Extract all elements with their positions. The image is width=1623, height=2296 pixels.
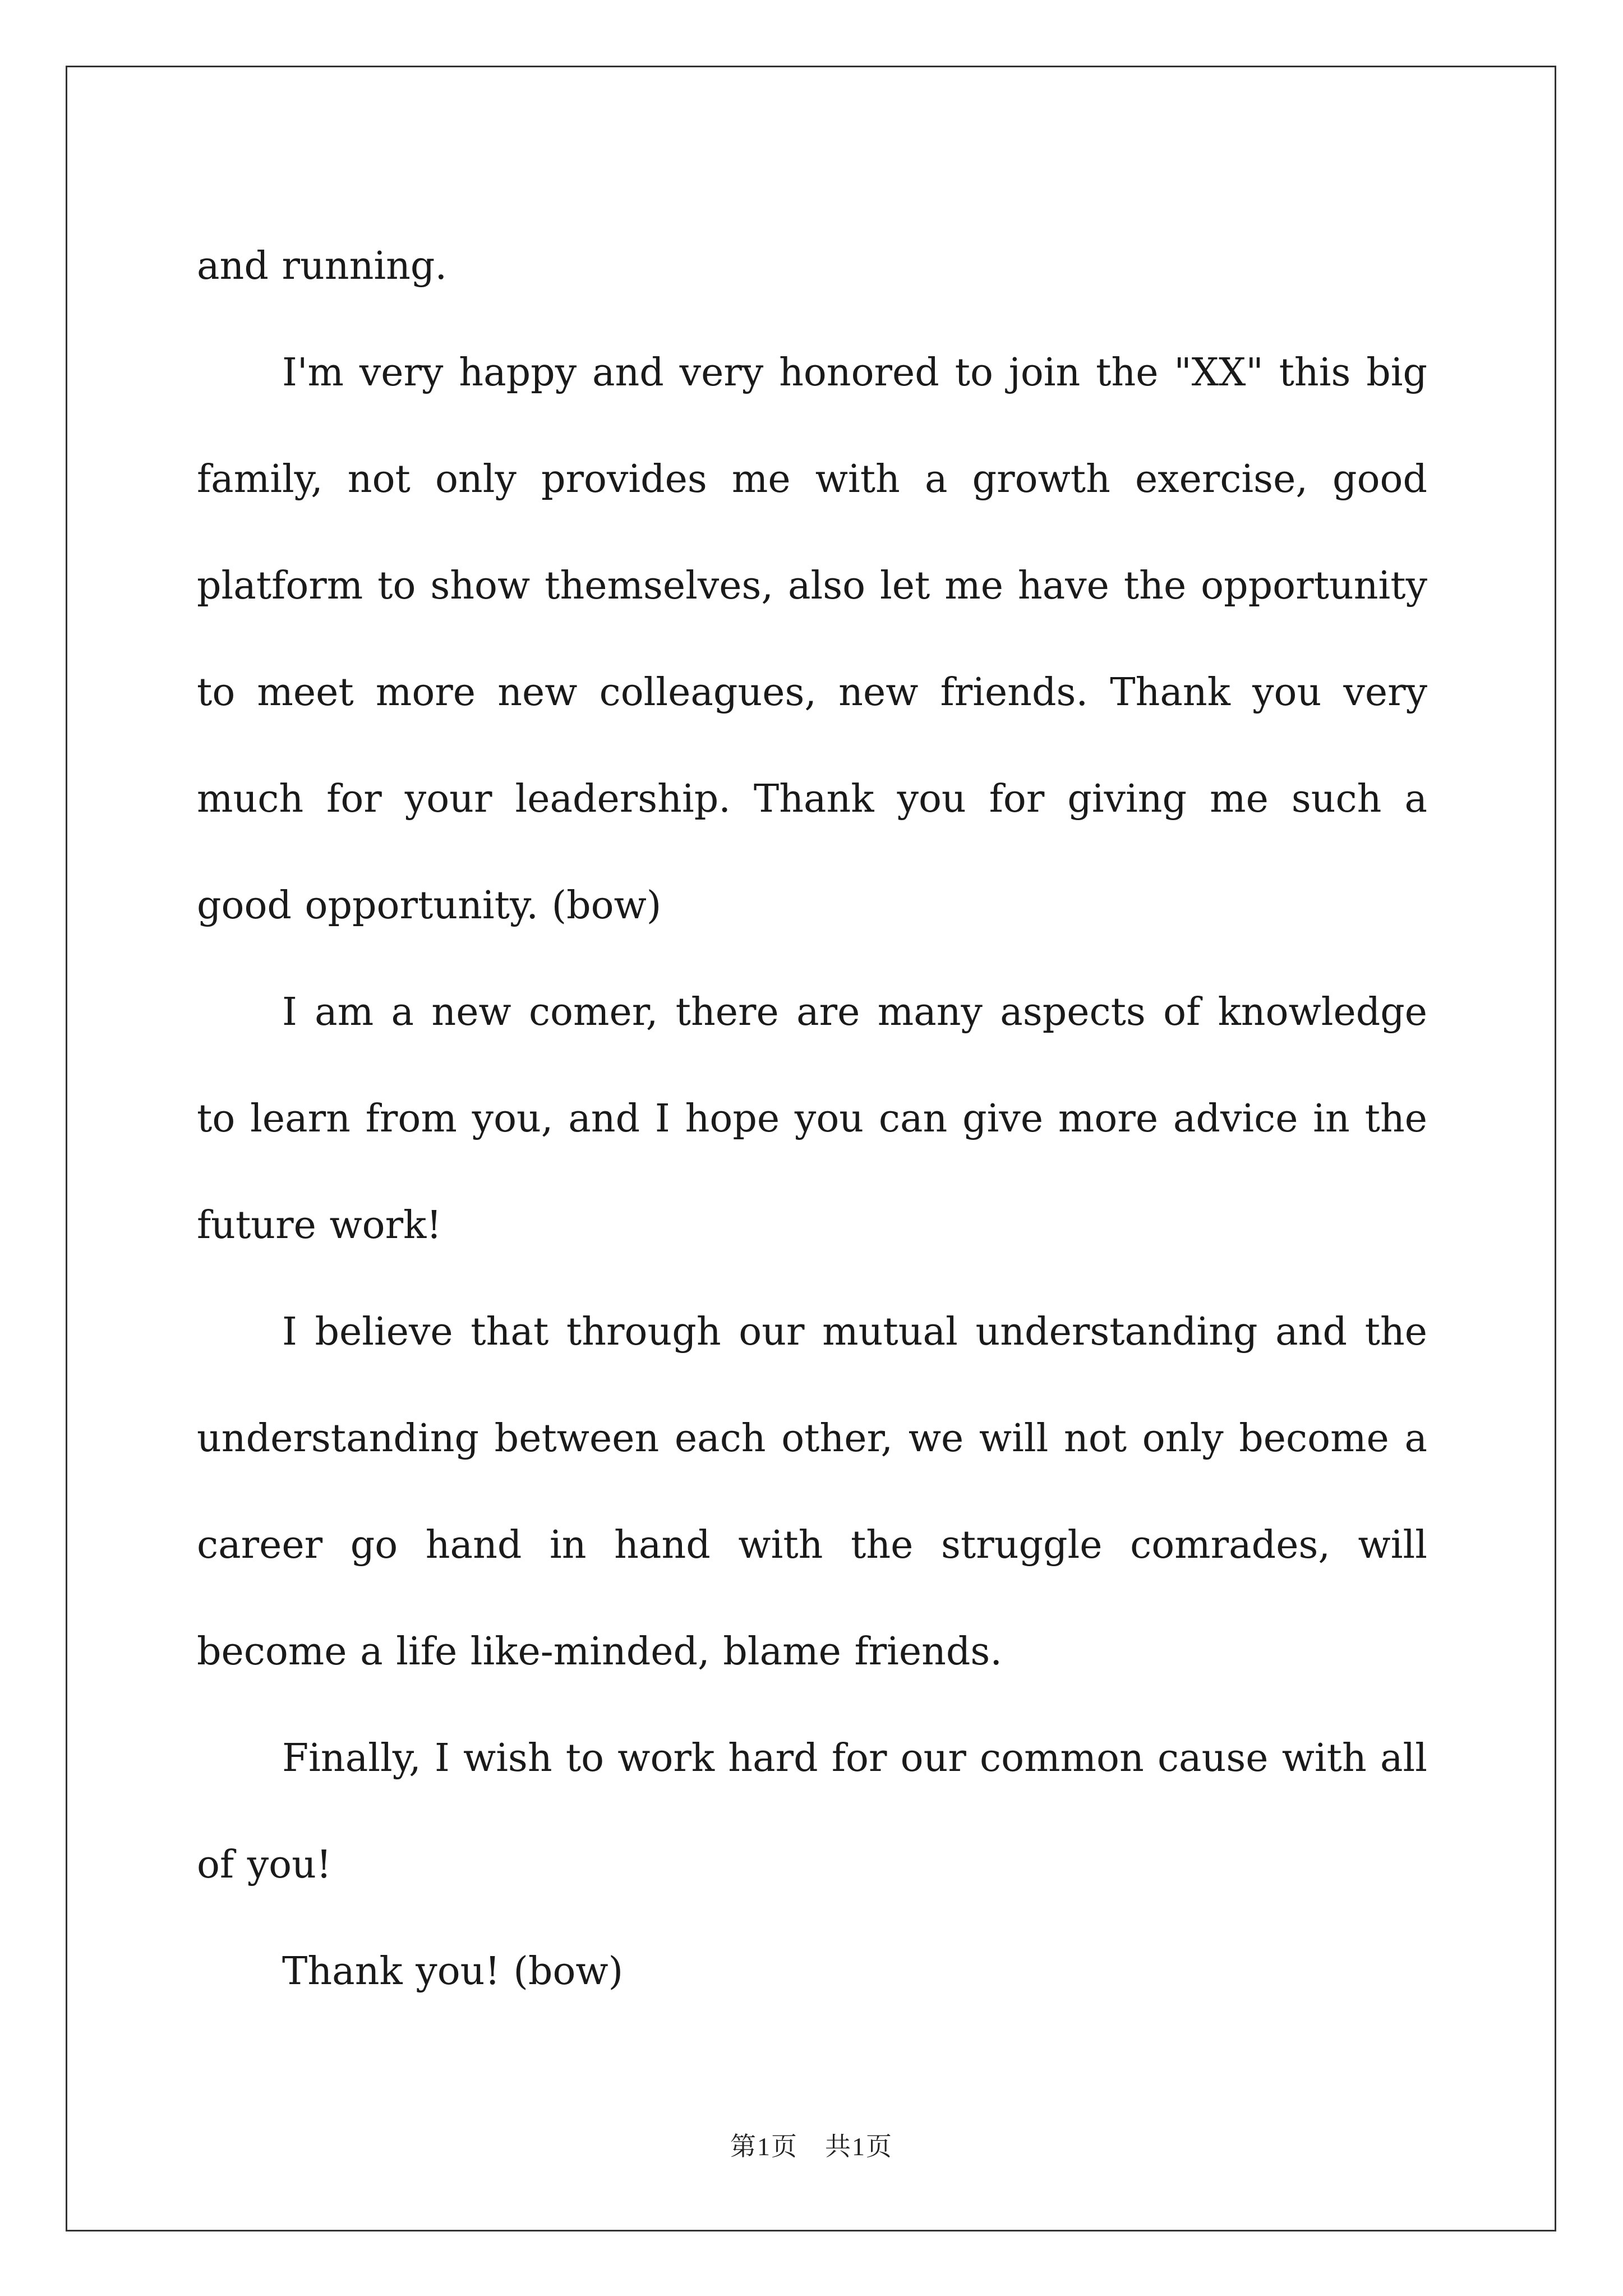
paragraph-closing-wish: Finally, I wish to work hard for our common cause with all of you! [197, 1736, 1427, 1887]
paragraph-thanks: Thank you! (bow) [282, 1949, 624, 1994]
paragraph-newcomer: I am a new comer, there are many aspects of knowledge to learn from you, and I hope you can give more advice in the future work! [197, 990, 1427, 1248]
document-body [197, 213, 1427, 2025]
paragraph-continuation: and running. [197, 244, 448, 288]
paragraph-belief: I believe that through our mutual understanding and the understanding between each other, we will not only become a career go hand in hand with the struggle comrades, will become a life like-minded, blame friends. [197, 1310, 1427, 1674]
page-number-footer: 第1页 共1页 [730, 2132, 893, 2161]
paragraph-greeting: I'm very happy and very honored to join the "XX" this big family, not only provides me with a growth exercise, good platform to show themselves, also let me have the opportunity to meet more new colleagues, new friends. Thank you very much for your leadership. Thank you for giving me such a good opportunity. (bow) [197, 351, 1427, 928]
